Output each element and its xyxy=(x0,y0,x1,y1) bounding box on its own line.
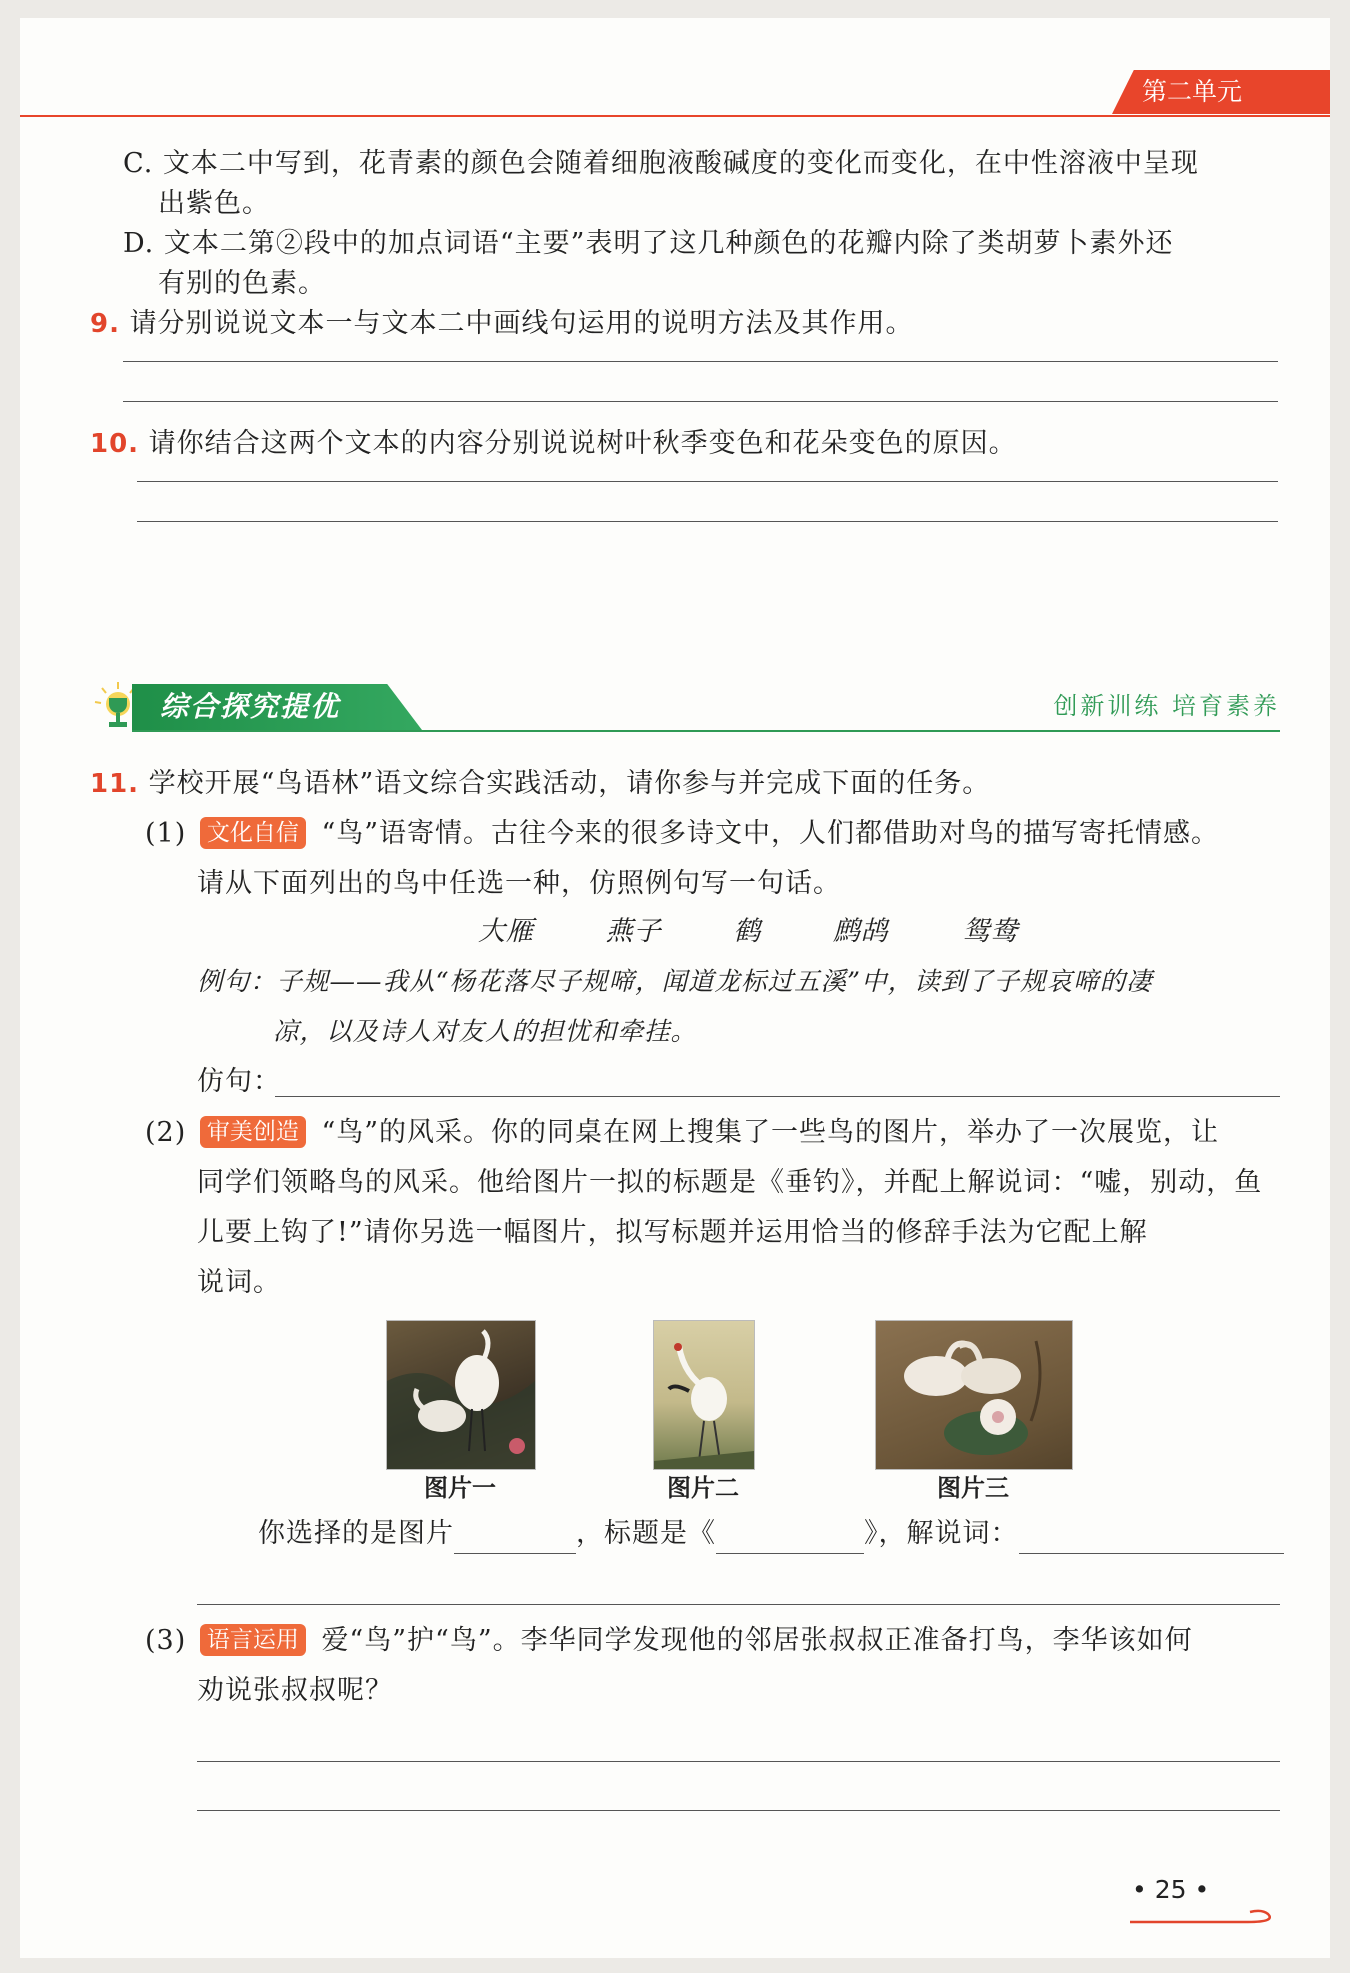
commentary-answer-line[interactable] xyxy=(197,1604,1280,1605)
q11-part3-answer-line-1[interactable] xyxy=(197,1761,1280,1762)
q11-part3-text1: 爱“鸟”护“鸟”。李华同学发现他的邻居张叔叔正准备打鸟，李华该如何 xyxy=(321,1625,1193,1656)
picture-answer-label: 你选择的是图片 xyxy=(258,1518,454,1549)
header-rule xyxy=(20,115,1330,117)
q11-part1-label: (1) xyxy=(145,818,187,849)
q11-part3-line1 xyxy=(145,1621,1193,1661)
section-subtitle: 创新训练 培育素养 xyxy=(1053,692,1280,720)
picture-number-blank[interactable] xyxy=(454,1523,576,1554)
question-9-text: 请分别说说文本一与文本二中画线句运用的说明方法及其作用。 xyxy=(129,308,914,339)
imitate-answer-line[interactable] xyxy=(275,1096,1280,1097)
page-number: • 25 • xyxy=(1132,1875,1210,1904)
imitate-label: 仿句： xyxy=(197,1066,281,1097)
picture-3-caption: 图片三 xyxy=(937,1474,1009,1502)
q11-part3-tag: 语言运用 xyxy=(200,1624,306,1656)
q11-part3-label: (3) xyxy=(145,1625,187,1656)
question-10-number: 10. xyxy=(90,429,140,459)
question-11-text: 学校开展“鸟语林”语文综合实践活动，请你参与并完成下面的任务。 xyxy=(148,768,991,799)
title-answer-label: ，标题是《 xyxy=(576,1518,716,1549)
question-10 xyxy=(90,424,1017,464)
q11-part2-line3: 儿要上钩了!”请你另选一幅图片，拟写标题并运用恰当的修辞手法为它配上解 xyxy=(197,1217,1148,1248)
q10-answer-line-2[interactable] xyxy=(137,521,1278,522)
q8-option-c-line1: C. 文本二中写到，花青素的颜色会随着细胞液酸碱度的变化而变化，在中性溶液中呈现 xyxy=(123,148,1199,179)
picture-3 xyxy=(875,1320,1073,1470)
q11-part2-label: (2) xyxy=(145,1117,187,1148)
q11-part3-answer-line-2[interactable] xyxy=(197,1810,1280,1811)
q11-part1-line1 xyxy=(145,814,1219,854)
q8-option-d-line2: 有别的色素。 xyxy=(158,268,326,299)
workbook-page xyxy=(20,18,1330,1958)
bird-option: 鸳鸯 xyxy=(962,916,1019,947)
q11-part1-text1: “鸟”语寄情。古往今来的很多诗文中，人们都借助对鸟的描写寄托情感。 xyxy=(321,818,1220,849)
page-number-underline-swoosh xyxy=(1128,1908,1278,1926)
q11-part2-line1 xyxy=(145,1113,1219,1153)
title-blank[interactable] xyxy=(716,1523,864,1554)
q11-part2-line4: 说词。 xyxy=(197,1267,281,1298)
picture-answer-row xyxy=(258,1514,1284,1554)
question-11 xyxy=(90,764,990,804)
q8-option-c-line2: 出紫色。 xyxy=(158,188,270,219)
bird-option: 鹧鸪 xyxy=(832,916,889,947)
q10-answer-line-1[interactable] xyxy=(137,481,1278,482)
q11-part2-line2: 同学们领略鸟的风采。他给图片一拟的标题是《垂钓》，并配上解说词：“嘘，别动，鱼 xyxy=(197,1167,1263,1198)
bird-option: 燕子 xyxy=(605,916,662,947)
q9-answer-line-1[interactable] xyxy=(123,361,1278,362)
picture-1-caption: 图片一 xyxy=(424,1474,496,1502)
question-9 xyxy=(90,304,914,344)
q9-answer-line-2[interactable] xyxy=(123,401,1278,402)
unit-title: 第二单元 xyxy=(1142,77,1243,106)
picture-2 xyxy=(653,1320,755,1470)
section-rule xyxy=(132,730,1280,732)
bird-list xyxy=(478,912,1042,952)
q11-part3-line2: 劝说张叔叔呢？ xyxy=(197,1675,393,1706)
example-sentence-line2: 凉，以及诗人对友人的担忧和牵挂。 xyxy=(273,1017,698,1047)
caption-answer-label: 》，解说词： xyxy=(864,1518,1019,1549)
commentary-blank[interactable] xyxy=(1019,1523,1284,1554)
bird-option: 鹤 xyxy=(733,916,762,947)
picture-2-caption: 图片二 xyxy=(667,1474,739,1502)
bird-option: 大雁 xyxy=(478,916,534,947)
example-sentence-line1: 例句：子规——我从“杨花落尽子规啼，闻道龙标过五溪”中，读到了子规哀啼的凄 xyxy=(197,967,1153,997)
q11-part1-tag: 文化自信 xyxy=(200,817,306,849)
picture-1 xyxy=(386,1320,536,1470)
section-title: 综合探究提优 xyxy=(160,690,341,723)
question-10-text: 请你结合这两个文本的内容分别说说树叶秋季变色和花朵变色的原因。 xyxy=(148,428,1017,459)
q8-option-d-line1: D. 文本二第②段中的加点词语“主要”表明了这几种颜色的花瓣内除了类胡萝卜素外还 xyxy=(123,228,1174,259)
question-9-number: 9. xyxy=(90,309,120,339)
q11-part1-line2: 请从下面列出的鸟中任选一种，仿照例句写一句话。 xyxy=(197,868,841,899)
q11-part2-text1: “鸟”的风采。你的同桌在网上搜集了一些鸟的图片，举办了一次展览，让 xyxy=(321,1117,1220,1148)
q11-part2-tag: 审美创造 xyxy=(200,1116,306,1148)
question-11-number: 11. xyxy=(90,769,140,799)
